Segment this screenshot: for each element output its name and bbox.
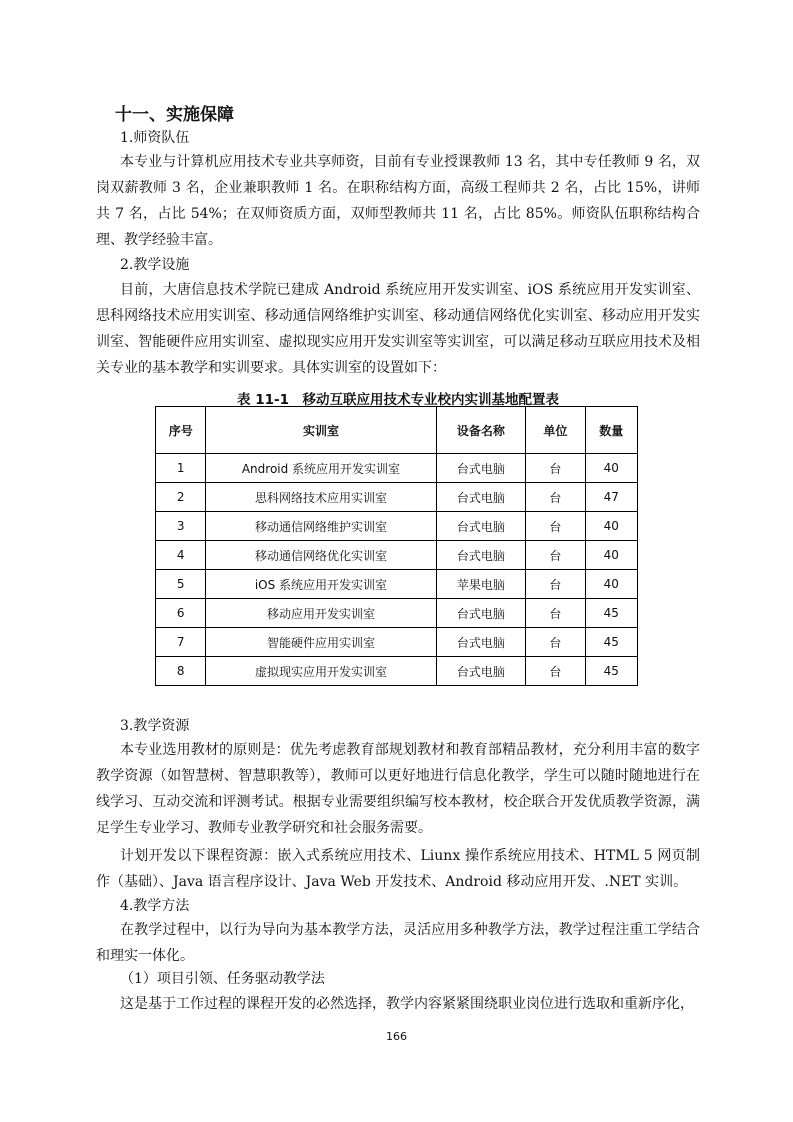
paragraph-project-method: 这是基于工作过程的课程开发的必然选择，教学内容紧紧围绕职业岗位进行选取和重新序化， xyxy=(120,996,694,1012)
section-heading: 十一、实施保障 xyxy=(115,105,234,125)
cell-quantity: 40 xyxy=(585,570,637,599)
cell-quantity: 45 xyxy=(585,628,637,657)
cell-lab: 虚拟现实应用开发实训室 xyxy=(206,657,436,686)
cell-index: 4 xyxy=(156,541,206,570)
table-caption: 表 11-1 移动互联应用技术专业校内实训基地配置表 xyxy=(237,392,559,408)
cell-equipment: 台式电脑 xyxy=(436,454,526,483)
method-subtitle-project: （1）项目引领、任务驱动教学法 xyxy=(120,971,325,987)
subsection-title-faculty: 1.师资队伍 xyxy=(120,130,190,146)
cell-unit: 台 xyxy=(526,657,585,686)
cell-index: 1 xyxy=(156,454,206,483)
table-row xyxy=(156,599,638,628)
cell-index: 8 xyxy=(156,657,206,686)
paragraph-course-resources: 计划开发以下课程资源：嵌入式系统应用技术、Liunx 操作系统应用技术、HTML 5 网页制作（基础）、Java 语言程序设计、Java Web 开发技术、Android 移动应用开发、.NET 实训。 xyxy=(96,848,700,890)
cell-quantity: 45 xyxy=(585,599,637,628)
paragraph-facilities: 目前，大唐信息技术学院已建成 Android 系统应用开发实训室、iOS 系统应用开发实训室、思科网络技术应用实训室、移动通信网络维护实训室、移动通信网络优化实训室、移动应用开发实训室、智能硬件应用实训室、虚拟现实应用开发实训室等实训室，可以满足移动互联应用技术及相关专业的基本教学和实训要求。具体实训室的设置如下： xyxy=(96,282,700,376)
cell-unit: 台 xyxy=(526,599,585,628)
cell-unit: 台 xyxy=(526,512,585,541)
cell-unit: 台 xyxy=(526,483,585,512)
paragraph-faculty: 本专业与计算机应用技术专业共享师资，目前有专业授课教师 13 名，其中专任教师 9 名，双岗双薪教师 3 名，企业兼职教师 1 名。在职称结构方面，高级工程师共 2 名，占比 15%，讲师共 7 名，占比 54%；在双师资质方面，双师型教师共 11 名，占比 85%。师资队伍职称结构合理、教学经验丰富。 xyxy=(96,154,700,248)
header-lab: 实训室 xyxy=(206,407,436,454)
cell-unit: 台 xyxy=(526,570,585,599)
table-row xyxy=(156,570,638,599)
cell-equipment: 台式电脑 xyxy=(436,483,526,512)
table-header-row xyxy=(156,407,638,454)
table-row xyxy=(156,454,638,483)
header-quantity: 数量 xyxy=(585,407,637,454)
cell-lab: 思科网络技术应用实训室 xyxy=(206,483,436,512)
table-row xyxy=(156,657,638,686)
cell-lab: 移动通信网络优化实训室 xyxy=(206,541,436,570)
cell-equipment: 苹果电脑 xyxy=(436,570,526,599)
header-unit: 单位 xyxy=(526,407,585,454)
paragraph-methods: 在教学过程中，以行为导向为基本教学方法，灵活应用多种教学方法，教学过程注重工学结合和理实一体化。 xyxy=(96,922,700,964)
cell-quantity: 40 xyxy=(585,541,637,570)
table-row xyxy=(156,512,638,541)
cell-equipment: 台式电脑 xyxy=(436,599,526,628)
cell-equipment: 台式电脑 xyxy=(436,657,526,686)
cell-index: 5 xyxy=(156,570,206,599)
cell-lab: iOS 系统应用开发实训室 xyxy=(206,570,436,599)
table-row xyxy=(156,541,638,570)
cell-quantity: 40 xyxy=(585,454,637,483)
cell-quantity: 40 xyxy=(585,512,637,541)
cell-unit: 台 xyxy=(526,541,585,570)
cell-lab: Android 系统应用开发实训室 xyxy=(206,454,436,483)
table-row xyxy=(156,483,638,512)
cell-equipment: 台式电脑 xyxy=(436,628,526,657)
cell-equipment: 台式电脑 xyxy=(436,541,526,570)
cell-lab: 移动应用开发实训室 xyxy=(206,599,436,628)
cell-lab: 智能硬件应用实训室 xyxy=(206,628,436,657)
cell-unit: 台 xyxy=(526,454,585,483)
paragraph-resources: 本专业选用教材的原则是：优先考虑教育部规划教材和教育部精品教材，充分利用丰富的数字教学资源（如智慧树、智慧职教等），教师可以更好地进行信息化教学，学生可以随时随地进行在线学习、互动交流和评测考试。根据专业需要组织编写校本教材，校企联合开发优质教学资源，满足学生专业学习、教师专业教学研究和社会服务需要。 xyxy=(96,742,700,836)
table-row xyxy=(156,628,638,657)
training-lab-table xyxy=(155,406,638,686)
subsection-title-resources: 3.教学资源 xyxy=(120,718,190,734)
cell-index: 2 xyxy=(156,483,206,512)
cell-quantity: 47 xyxy=(585,483,637,512)
header-index: 序号 xyxy=(156,407,206,454)
page-number: 166 xyxy=(386,1030,407,1043)
cell-quantity: 45 xyxy=(585,657,637,686)
cell-unit: 台 xyxy=(526,628,585,657)
cell-index: 3 xyxy=(156,512,206,541)
header-equipment: 设备名称 xyxy=(436,407,526,454)
cell-index: 6 xyxy=(156,599,206,628)
cell-equipment: 台式电脑 xyxy=(436,512,526,541)
subsection-title-methods: 4.教学方法 xyxy=(120,898,190,914)
cell-index: 7 xyxy=(156,628,206,657)
subsection-title-facilities: 2.教学设施 xyxy=(120,257,190,273)
cell-lab: 移动通信网络维护实训室 xyxy=(206,512,436,541)
